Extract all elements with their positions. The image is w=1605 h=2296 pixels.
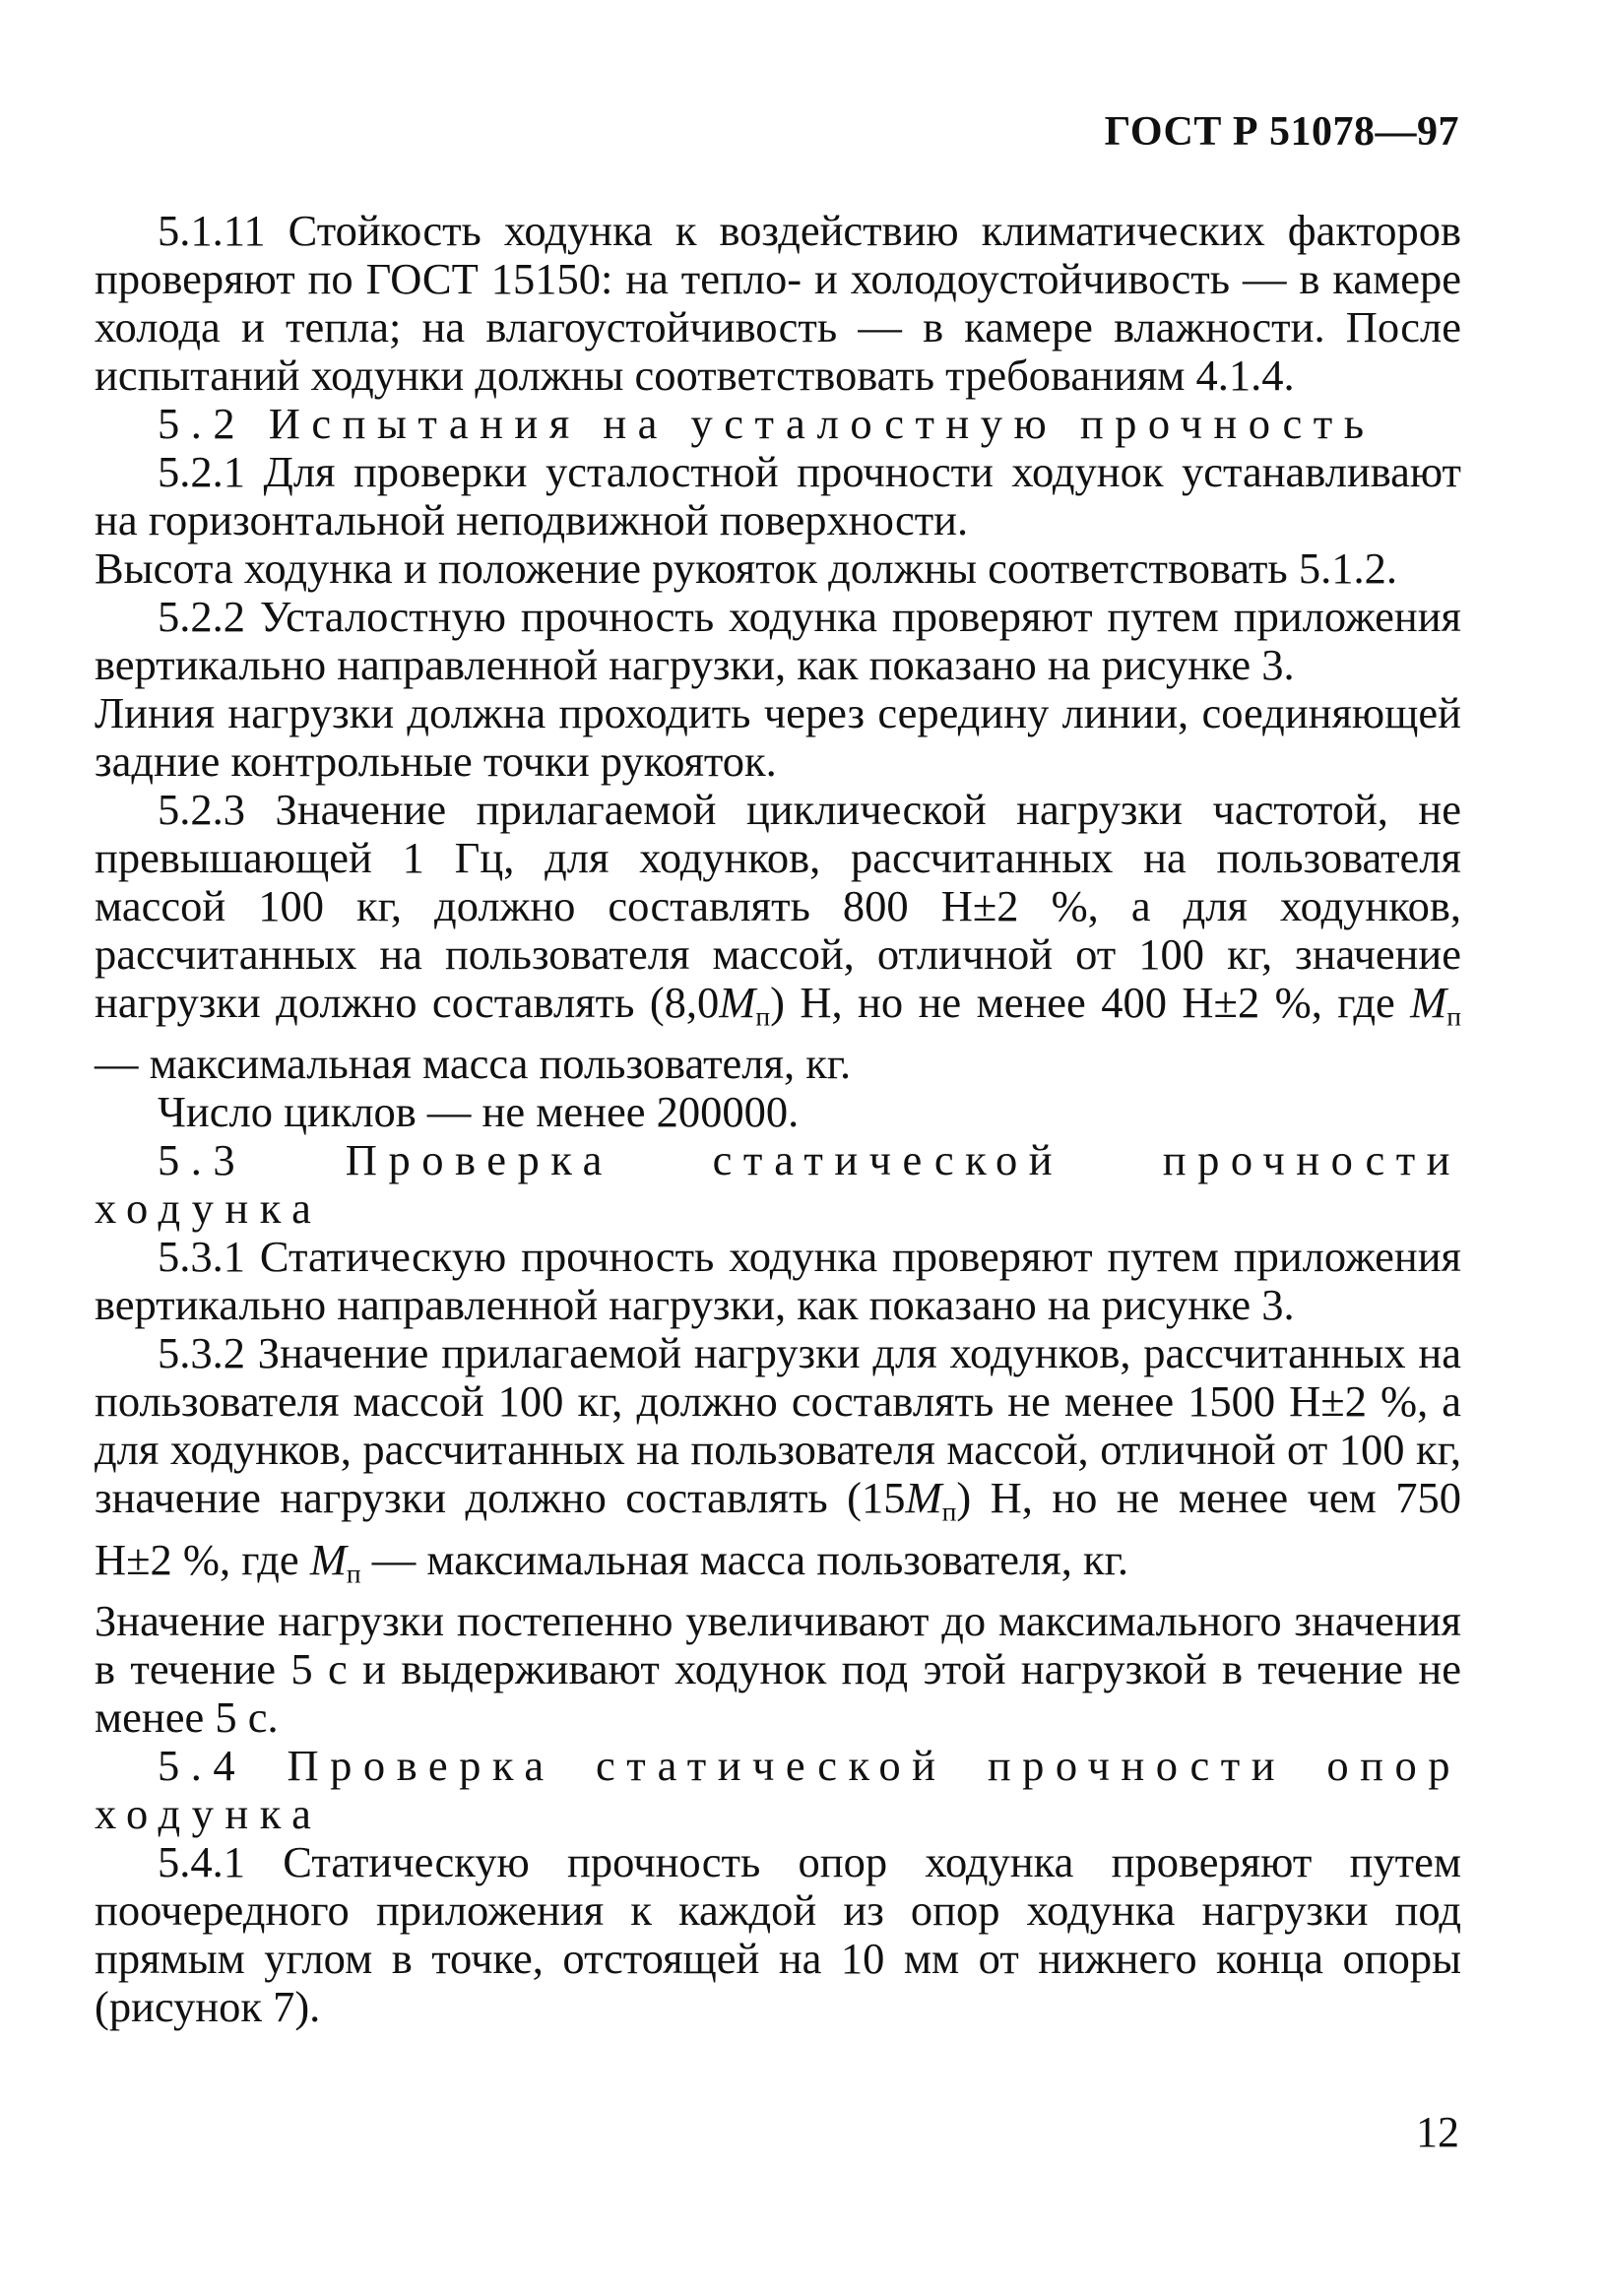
symbol-sub: п bbox=[1446, 1000, 1461, 1032]
paragraph-cycles: Число циклов — не менее 200000. bbox=[158, 1087, 800, 1137]
symbol-m: M bbox=[905, 1473, 942, 1523]
symbol-sub: п bbox=[755, 1000, 771, 1032]
symbol-sub: п bbox=[346, 1557, 361, 1588]
paragraph-height: Высота ходунка и положение рукояток должны соответствовать 5.1.2. bbox=[95, 543, 1397, 593]
symbol-sub: п bbox=[941, 1496, 957, 1527]
section-title-5-2: 5.2 Испытания на усталостную прочность bbox=[158, 399, 1376, 448]
paragraph-5-2-3-tail-1: ) Н, но не менее 400 Н±2 %, где bbox=[770, 978, 1411, 1027]
page-number: 12 bbox=[1416, 2108, 1459, 2156]
paragraph-5-2-3-tail-2: — максимальная масса пользователя, кг. bbox=[95, 1039, 852, 1089]
paragraph-load-line: Линия нагрузки должна проходить через середину линии, соединяющей задние контрольные точки рукояток. bbox=[95, 688, 1461, 786]
paragraph-5-3-2-tail-1: ) Н, но не менее чем 750 Н±2 %, где bbox=[95, 1473, 1462, 1584]
section-title-5-4: 5.4 Проверка статической прочности опор ходунка bbox=[95, 1740, 1461, 1838]
paragraph-5-3-2-text: 5.3.2 Значение прилагаемой нагрузки для ходунков, рассчитанных на пользователя массой 100 кг, должно составлять не менее 1500 Н±2 %, а для ходунков, рассчитанных на пользователя массой, отличной от 100 кг, значение нагрузки должно составлять (15 bbox=[95, 1328, 1461, 1523]
section-title-5-3: 5.3 Проверка статической прочности ходунка bbox=[95, 1135, 1461, 1234]
paragraph-5-3-2 bbox=[95, 1329, 1461, 1597]
paragraph-5-3-1: 5.3.1 Статическую прочность ходунка проверяют путем приложения вертикально направленной нагрузки, как показано на рисунке 3. bbox=[95, 1232, 1461, 1330]
paragraph-5-2-3 bbox=[95, 786, 1461, 1088]
paragraph-5-4-1: 5.4.1 Статическую прочность опор ходунка проверяют путем поочередного приложения к каждой из опор ходунка нагрузки под прямым углом в точке, отстоящей на 10 мм от нижнего конца опоры (рисунок 7). bbox=[95, 1836, 1461, 2031]
symbol-m: M bbox=[719, 978, 756, 1027]
symbol-m: M bbox=[309, 1534, 347, 1584]
paragraph-5-1-11: 5.1.11 Стойкость ходунка к воздействию климатических факторов проверяют по ГОСТ 15150: на тепло- и холодоустойчивость — в камере холода и тепла; на влагоустойчивость — в камере влажности. После испытаний ходунки должны соответствовать требованиям 4.1.4. bbox=[95, 206, 1461, 400]
paragraph-5-2-2: 5.2.2 Усталостную прочность ходунка проверяют путем приложения вертикально направленной нагрузки, как показано на рисунке 3. bbox=[95, 592, 1461, 689]
paragraph-load-increase: Значение нагрузки постепенно увеличивают до максимального значения в течение 5 с и выдерживают ходунок под этой нагрузкой в течение не менее 5 с. bbox=[95, 1595, 1461, 1742]
document-header: ГОСТ Р 51078—97 bbox=[1104, 109, 1459, 155]
symbol-m: M bbox=[1410, 978, 1447, 1027]
document-body bbox=[95, 207, 1461, 2031]
paragraph-5-2-3-text: 5.2.3 Значение прилагаемой циклической нагрузки частотой, не превышающей 1 Гц, для ходунков, рассчитанных на пользователя массой 100 кг, должно составлять 800 Н±2 %, а для ходунков, рассчитанных на пользователя массой, отличной от 100 кг, значение нагрузки должно составлять (8,0 bbox=[95, 785, 1461, 1027]
paragraph-5-3-2-tail-2: — максимальная масса пользователя, кг. bbox=[360, 1534, 1128, 1584]
paragraph-5-2-1: 5.2.1 Для проверки усталостной прочности ходунок устанавливают на горизонтальной неподвижной поверхности. bbox=[95, 447, 1461, 544]
